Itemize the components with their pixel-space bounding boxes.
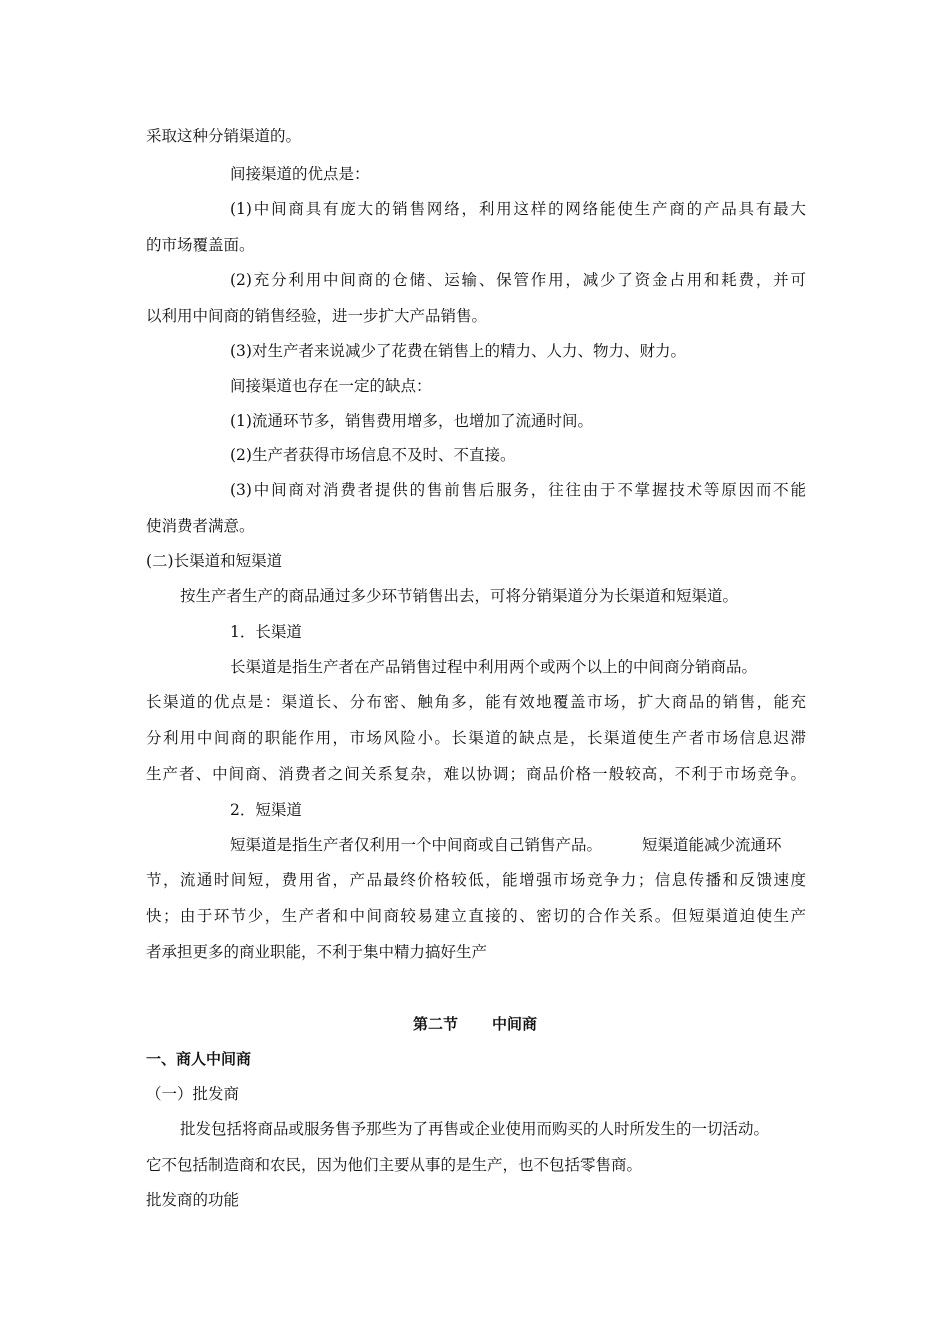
- list-heading: 1．长渠道: [230, 623, 302, 641]
- text-line: 间接渠道也存在一定的缺点：: [230, 377, 432, 395]
- text-line: (2)充分利用中间商的仓储、运输、保管作用，减少了资金占用和耗费，并可: [230, 271, 806, 289]
- text-line: 批发包括将商品或服务售予那些为了再售或企业使用而购买的人时所发生的一切活动。: [180, 1120, 770, 1138]
- text-line: 按生产者生产的商品通过多少环节销售出去，可将分销渠道分为长渠道和短渠道。: [180, 587, 739, 605]
- text-line: 长渠道的优点是：渠道长、分布密、触角多，能有效地覆盖市场，扩大商品的销售，能充: [146, 693, 806, 711]
- subheading: （一）批发商: [146, 1085, 240, 1103]
- heading: 一、商人中间商: [146, 1050, 252, 1068]
- text-line: 使消费者满意。: [146, 517, 255, 535]
- text-line: 的市场覆盖面。: [146, 236, 255, 254]
- text-line: 分利用中间商的职能作用，市场风险小。长渠道的缺点是，长渠道使生产者市场信息迟滞: [146, 729, 806, 747]
- text-line: 间接渠道的优点是：: [230, 165, 370, 183]
- text-line: 它不包括制造商和农民，因为他们主要从事的是生产，也不包括零售商。: [146, 1156, 643, 1174]
- text-line: 快；由于环节少，生产者和中间商较易建立直接的、密切的合作关系。但短渠道迫使生产: [146, 907, 806, 925]
- text-line: 以利用中间商的销售经验，进一步扩大产品销售。: [146, 307, 488, 325]
- text-line: (1)中间商具有庞大的销售网络，利用这样的网络能使生产商的产品具有最大: [230, 200, 806, 218]
- subsection-heading: (二)长渠道和短渠道: [146, 552, 283, 570]
- text-line: 长渠道是指生产者在产品销售过程中利用两个或两个以上的中间商分销商品。: [230, 658, 758, 676]
- text-line: 节，流通时间短，费用省，产品最终价格较低，能增强市场竞争力；信息传播和反馈速度: [146, 871, 806, 889]
- text-line: 短渠道是指生产者仅利用一个中间商或自己销售产品。 短渠道能减少流通环: [230, 836, 782, 854]
- text-line: 采取这种分销渠道的。: [146, 127, 302, 145]
- text-line: 生产者、中间商、消费者之间关系复杂，难以协调；商品价格一般较高，不利于市场竞争。: [146, 765, 806, 783]
- text-line: (3)中间商对消费者提供的售前售后服务，往往由于不掌握技术等原因而不能: [230, 481, 806, 499]
- text-line: (3)对生产者来说减少了花费在销售上的精力、人力、物力、财力。: [230, 342, 686, 360]
- section-title: 第二节 中间商: [412, 1015, 538, 1033]
- list-heading: 2．短渠道: [230, 801, 302, 819]
- text-line: (1)流通环节多，销售费用增多，也增加了流通时间。: [230, 412, 593, 430]
- text-line: 者承担更多的商业职能，不利于集中精力搞好生产: [146, 943, 488, 961]
- text-line: 批发商的功能: [146, 1191, 240, 1209]
- text-line: (2)生产者获得市场信息不及时、不直接。: [230, 446, 516, 464]
